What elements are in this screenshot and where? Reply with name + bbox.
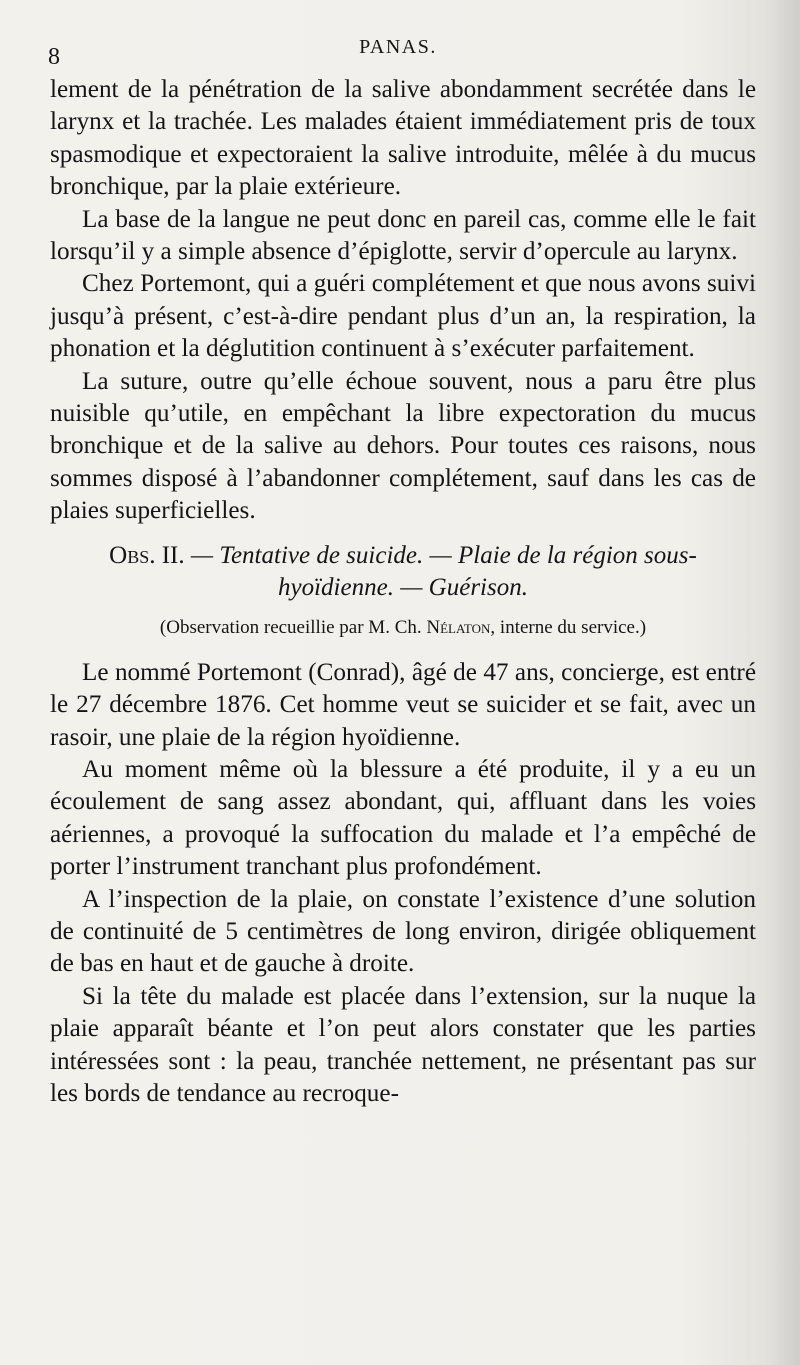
running-head: PANAS.: [359, 36, 437, 58]
page-header: [48, 36, 748, 70]
page-number: 8: [48, 44, 60, 70]
observation-title: [50, 540, 756, 604]
paragraph: Au moment même où la blessure a été produite, il y a eu un écoulement de sang assez abondant, qui, affluant dans les voies aériennes, a provoqué la suffocation du malade et l’a empêché de porter l’instrument tranchant plus profondément.: [50, 755, 756, 881]
credit-prefix: (Observation recueillie par M. Ch.: [159, 616, 427, 638]
observation-credit: [50, 615, 756, 641]
credit-suffix: , interne du service.): [490, 616, 647, 638]
observation-title-text: — Tentative de suicide. — Plaie de la région sous-: [184, 541, 697, 569]
observation-title-line: [50, 540, 756, 572]
paragraph: Chez Portemont, qui a guéri complétement et que nous avons suivi jusqu’à présent, c’est-à-dire pendant plus d’un an, la respiration, la phonation et la déglutition continuent à s’exécuter parfaitement.: [50, 270, 756, 363]
paragraph: La suture, outre qu’elle échoue souvent, nous a paru être plus nuisible qu’utile, en empêchant la libre expectoration du mucus bronchique et de la salive au dehors. Pour toutes ces raisons, nous sommes disposé à l’abandonner complétement, sauf dans les cas de plaies superficielles.: [50, 367, 756, 525]
observation-title-line: [50, 572, 756, 604]
paragraph: La base de la langue ne peut donc en pareil cas, comme elle le fait lorsqu’il y a simple absence d’épiglotte, servir d’opercule au larynx.: [50, 205, 756, 266]
observation-label: Obs. II.: [109, 541, 185, 569]
observation-title-text: hyoïdienne. — Guérison.: [278, 573, 528, 601]
page-body: [50, 74, 756, 1110]
paragraph: A l’inspection de la plaie, on constate l’existence d’une solution de continuité de 5 centimètres de long environ, dirigée obliquement de bas en haut et de gauche à droite.: [50, 885, 756, 978]
credit-name: Nélaton: [426, 616, 491, 638]
paragraph: Si la tête du malade est placée dans l’extension, sur la nuque la plaie apparaît béante et l’on peut alors constater que les parties intéressées sont : la peau, tranchée nettement, ne présentant pas sur les bords de tendance au recroque-: [50, 982, 756, 1107]
paragraph: lement de la pénétration de la salive abondamment secrétée dans le larynx et la trachée. Les malades étaient immédiatement pris de toux spasmodique et expectoraient la salive introduite, mêlée à du mucus bronchique, par la plaie extérieure.: [50, 76, 756, 201]
paragraph: Le nommé Portemont (Conrad), âgé de 47 ans, concierge, est entré le 27 décembre 1876. Cet homme veut se suicider et se fait, avec un rasoir, une plaie de la région hyoïdienne.: [50, 658, 756, 751]
